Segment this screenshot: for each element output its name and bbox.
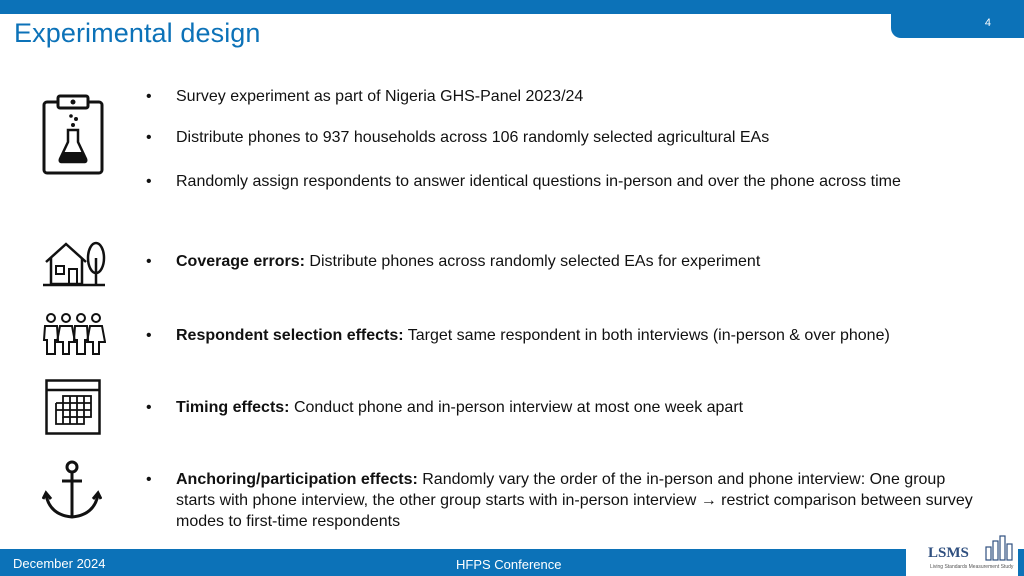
bullet-item: • Randomly assign respondents to answer identical questions in-person and over the phone across time <box>146 173 901 190</box>
people-group-icon <box>42 312 106 356</box>
slide-title: Experimental design <box>14 18 261 48</box>
bullet-item: • Survey experiment as part of Nigeria GHS-Panel 2023/24 <box>146 88 584 105</box>
logo-subtitle: Living Standards Measurement Study <box>930 564 1014 570</box>
bullet-item-anchoring: • Anchoring/participation effects: Randomly vary the order of the in-person and phone interview: One group starts with phone interview, the other group starts with in-person interview → restrict comparison between survey modes to first-time respondents <box>146 471 973 530</box>
anchor-icon <box>42 459 102 523</box>
clipboard-flask-icon <box>42 92 104 176</box>
bullet-item-coverage-errors: • Coverage errors: Distribute phones across randomly selected EAs for experiment <box>146 253 761 270</box>
calendar-icon <box>45 379 101 435</box>
house-tree-icon <box>42 238 106 288</box>
bullet-item-timing-effects: • Timing effects: Conduct phone and in-person interview at most one week apart <box>146 399 744 416</box>
bullet-item-respondent-selection: • Respondent selection effects: Target same respondent in both interviews (in-person & over phone) <box>146 327 890 344</box>
lsms-logo <box>906 531 1018 576</box>
logo-bars-icon <box>984 533 1014 561</box>
bullet-item: • Distribute phones to 937 households across 106 randomly selected agricultural EAs <box>146 129 770 146</box>
page-number-tab <box>891 0 1024 38</box>
header-band <box>0 0 1024 14</box>
logo-text: LSMS <box>928 545 969 561</box>
footer-bar <box>0 549 1024 576</box>
arrow-icon: → <box>700 492 717 509</box>
footer-date: December 2024 <box>13 556 106 571</box>
page-number: 4 <box>984 17 991 29</box>
footer-conference: HFPS Conference <box>456 557 562 572</box>
